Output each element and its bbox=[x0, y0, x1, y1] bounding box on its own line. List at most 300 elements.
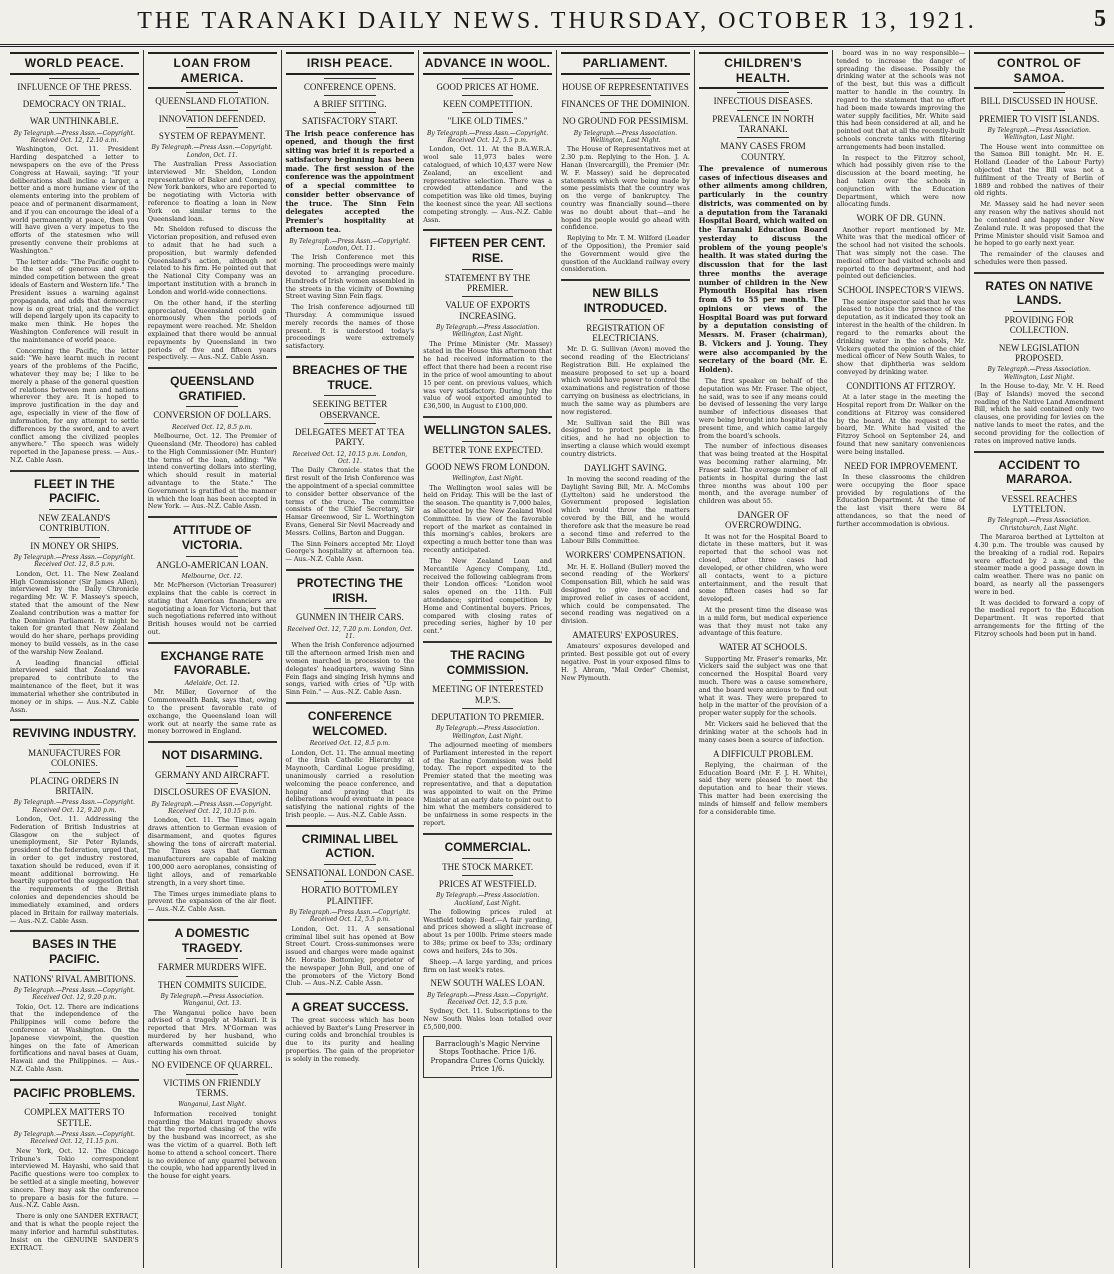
subheading: DAYLIGHT SAVING. bbox=[583, 462, 667, 473]
sub-rule bbox=[462, 95, 514, 96]
article-divider bbox=[148, 642, 277, 644]
subheading: SENSATIONAL LONDON CASE. bbox=[285, 868, 415, 879]
headline: LOAN FROM AMERICA. bbox=[148, 52, 277, 89]
article-divider bbox=[286, 825, 415, 827]
subheading: NATIONS' RIVAL AMBITIONS. bbox=[13, 973, 136, 984]
subheading: BILL DISCUSSED IN HOUSE. bbox=[980, 96, 1098, 107]
body-paragraph: It was decided to forward a copy of the medical report to the Education Department. It was reported that arrangements for the fitting of the Fitzroy schools had been put in hand. bbox=[974, 598, 1104, 638]
sub-rule bbox=[1013, 92, 1065, 93]
body-paragraph: Mr. Sheldon refused to discuss the Victorian proposition, and refused even to admit that he had such a proposition, but warmly defended Queensland's action, although not related to his firm. He pointed out that the National City Company was an important institution with a branch in London and world-wide connections. bbox=[147, 225, 277, 296]
dateline: By Telegraph.—Press Association. Wellington, Last Night. bbox=[987, 366, 1091, 381]
body-paragraph: The first speaker on behalf of the deputation was Mr. Fraser. The object, he said, was to see if any means could be devised of lessening the very large number of infectious diseases that were being brought into hospital at the present time, and which came largely from the board's schools. bbox=[698, 376, 828, 440]
sub-rule bbox=[324, 864, 376, 865]
body-paragraph: Mr. McPherson (Victorian Treasurer) explains that the cable is correct in stating that American financiers are negotiating a loan for Victoria, but that such negotiations referred into without British houses would not be carried out. bbox=[147, 581, 277, 637]
article bbox=[423, 236, 552, 411]
article bbox=[423, 52, 552, 224]
article-divider bbox=[10, 1079, 139, 1081]
headline: PROTECTING THE IRISH. bbox=[296, 576, 403, 605]
body-paragraph: London, Oct. 11. At the B.A.W.R.A. wool sale 11,973 bales were catalogued, of which 10,437 were New Zealand, an excellent and representative selection. There was a crowded attendance and the competition was like old times, buying the keenest since the year. All sections competing strongly. — Aus.-N.Z. Cable Assn. bbox=[423, 145, 552, 224]
subheading: A BRIEF SITTING. bbox=[313, 98, 387, 109]
body-paragraph: The following prices ruled at Westfield today: Beef.—A fair yarding, and prices showed a slight increase of about 1s per 100lb. Prime steers made to 38s; prime ox beef to 33s; ordinary cows and heifers, 24s to 30s. bbox=[423, 907, 552, 955]
column-2 bbox=[144, 50, 282, 1268]
article-divider bbox=[10, 470, 139, 472]
body-paragraph: London, Oct. 11. The annual meeting of the Irish Catholic Hierarchy at Maynooth, Cardinal Logue presiding, unanimously carried a resolution welcoming the peace conference, and hoping and praying that its deliberations would eventuate in peace satisfying the national rights of the Irish people. — Aus.-N.Z. Cable Assn. bbox=[285, 748, 415, 819]
article bbox=[837, 285, 966, 376]
sub-rule bbox=[1013, 490, 1065, 491]
body-paragraph: The Times urges immediate plans to prevent the expansion of the air fleet. — Aus.-N.Z. Cable Assn. bbox=[147, 889, 277, 914]
body-paragraph: Melbourne, Oct. 12. The Premier of Queensland (Mr. Theodore) has cabled to the High Commissioner (Mr. Hunter) the terms of the loan, adding: "We intend converting dollars into sterling, which should result in material advantage to the State." The Government is gratified at the manner in which the loan has been accepted in New York. — Aus.-N.Z. Cable Assn. bbox=[147, 432, 277, 511]
column-7 bbox=[833, 50, 971, 1268]
subheading: PRICES AT WESTFIELD. bbox=[438, 878, 537, 889]
article bbox=[10, 52, 139, 465]
article bbox=[837, 461, 966, 529]
body-paragraph: In moving the second reading of the Daylight Saving Bill, Mr. A. McCombs (Lyttelton) said he understood the Government proposed legislation which would throw the matters covered by the Bill, and he would therefore ask that the measure be read a second time and referred to the Labour Bills Committee. bbox=[561, 474, 690, 546]
article bbox=[561, 52, 690, 274]
sub-rule bbox=[49, 78, 101, 79]
article bbox=[423, 648, 552, 828]
article bbox=[148, 523, 277, 637]
subheading: DELEGATES MEET AT TEA PARTY. bbox=[295, 426, 405, 448]
article bbox=[423, 423, 552, 636]
dateline: By Telegraph.—Press Assn.—Copyright. London, Oct. 11. bbox=[289, 237, 411, 252]
dateline: By Telegraph.—Press Association. Wellington, Last Night. bbox=[987, 126, 1091, 142]
body-paragraph: Amateurs' exposures developed and printed. Best possible got out of every negative. Post in your exposed films to H. J. Abram, "Mail Order" Chemist, New Plymouth. bbox=[561, 642, 690, 682]
subheading: INNOVATION DEFENDED. bbox=[158, 113, 266, 124]
subheading: WATER AT SCHOOLS. bbox=[719, 642, 808, 653]
sub-rule bbox=[462, 708, 514, 709]
subheading: NO GROUND FOR PESSIMISM. bbox=[562, 116, 689, 127]
body-paragraph: The House of Representatives met at 2.30 p.m. Replying to the Hon. J. A. Hanan (Invercargill), the Premier (Mr. W. F. Massey) said he deprecated statements which were being made by some pessimists that the country was on the verge of bankruptcy. The country was financially sound—there was no doubt about that—and he hoped its people would go ahead with confidence. bbox=[561, 145, 690, 232]
headline: FIFTEEN PER CENT. RISE. bbox=[429, 236, 546, 266]
article bbox=[148, 926, 277, 1056]
dateline: By Telegraph.—Press Assn.—Copyright. Received Oct. 12, 8.5 p.m. bbox=[13, 554, 135, 569]
article bbox=[286, 576, 415, 697]
article bbox=[974, 279, 1104, 446]
dateline: By Telegraph.—Press Association. Wellington, Last Night. bbox=[435, 324, 540, 339]
sub-rule bbox=[737, 137, 789, 138]
subheading: NO EVIDENCE OF QUARREL. bbox=[151, 1060, 273, 1071]
newspaper-page bbox=[6, 50, 1108, 1268]
body-paragraph: The senior inspector said that he was pleased to notice the presence of the deputation, as it indicated they took an interest in the health of the children. In regard to the remarks about the drinking water in the schools, Mr. Vickers quoted the opinion of the chief medical officer of New South Wales, to show that diphtheria was seldom conveyed by drinking water. bbox=[836, 297, 966, 376]
subheading: STATEMENT BY THE PREMIER. bbox=[444, 272, 531, 293]
body-paragraph: Washington, Oct. 11. President Harding despatched a letter to newspapers on the eve of the Press Congress at Hawaii, saying: "If your deliberations shall incline a larger, a better and a more humane view of the elements entering into the problem of peace and of permanent disarmament, and if you can encourage the ideal of a world permanently at peace, then you will have given a very impetus to the efforts of the statesmen who will presently convene their problems at Washington." bbox=[10, 145, 139, 255]
subheading: HORATIO BOTTOMLEY PLAINTIFF. bbox=[301, 885, 399, 906]
subheading: REGISTRATION OF ELECTRICIANS. bbox=[586, 322, 665, 343]
subheading: DEMOCRACY ON TRIAL. bbox=[22, 98, 126, 109]
dateline: Adelaide, Oct. 12. bbox=[184, 680, 240, 688]
sub-rule bbox=[186, 556, 238, 557]
column-8 bbox=[970, 50, 1108, 1268]
subheading: CONDITIONS AT FITZROY. bbox=[846, 380, 956, 391]
body-paragraph: The Irish conference adjourned till Thursday. A communique issued merely records the names of those present. It is understood today's proceedings were extremely satisfactory. bbox=[285, 303, 415, 351]
sub-rule bbox=[324, 78, 376, 79]
dateline: Received Oct. 12, 8.5 p.m. bbox=[309, 740, 391, 748]
article bbox=[837, 381, 966, 457]
sub-rule bbox=[600, 319, 652, 320]
body-paragraph: Sydney, Oct. 11. Subscriptions to the New South Wales loan totalled over £5,500,000. bbox=[423, 1007, 552, 1031]
sub-rule bbox=[600, 95, 652, 96]
article-divider bbox=[423, 416, 552, 418]
article bbox=[699, 52, 828, 506]
subheading: VICTIMS ON FRIENDLY TERMS. bbox=[163, 1077, 262, 1099]
subheading: PREMIER TO VISIT ISLANDS. bbox=[978, 113, 1100, 124]
body-paragraph: The Australian Press Association interviewed Mr. Sheldon, London representative of Baker and Company, New York bankers, who are reported to be negotiating with Victoria with reference to floating a loan in New York on similar terms to the Queensland loan. bbox=[147, 159, 277, 223]
subheading: SEEKING BETTER OBSERVANCE. bbox=[312, 399, 388, 420]
article bbox=[561, 463, 690, 547]
sub-rule bbox=[462, 112, 514, 113]
body-paragraph: The Mararoa berthed at Lyttelton at 4.30 p.m. The trouble was caused by the breaking of a radial rod. Repairs were effected by 2 a.m., and the steamer made a good passage down in calm weather. There was no panic on board, as nearly all the passengers were in bed. bbox=[974, 533, 1104, 596]
subheading: DANGER OF OVERCROWDING. bbox=[725, 509, 802, 531]
dateline: By Telegraph.—Press Assn.—Copyright. Received Oct. 12, 5.5 p.m. bbox=[427, 129, 549, 144]
body-paragraph: In respect to the Fitzroy school, which had possibly given rise to the discussion at the board meeting, he had taken over the schools in conjunction with the Education Department, which were now allocating funds. bbox=[836, 153, 966, 209]
body-paragraph: The New Zealand Loan and Mercantile Agency Company, Ltd., received the following cablegram from their London offices: "London wool sales opened on the 11th. Full attendance; spirited competition by Home and Continental buyers. Prices, compared with closing rates of preceding series, higher by 10 per cent." bbox=[423, 556, 552, 636]
sub-rule bbox=[49, 772, 101, 773]
dateline: Wanganui, Last Night. bbox=[178, 1101, 247, 1109]
article bbox=[10, 726, 139, 925]
headline: EXCHANGE RATE FAVORABLE. bbox=[160, 648, 264, 678]
body-paragraph: The Irish Conference met this morning. The proceedings were mainly devoted to arranging procedure. Hundreds of Irish women assembled in the streets in the vicinity of Downing Street waving Sinn Fein flags. bbox=[285, 253, 415, 301]
body-paragraph: The adjourned meeting of members of Parliament interested in the report of the Racing Commission was held today. The report expedited to the Premier stated that the meeting was representative, and that a deputation was appointed to wait on the Prime Minister at an early date to point out to him what the members considered to be unfairness in some respects in the report. bbox=[423, 740, 552, 828]
sub-rule bbox=[324, 881, 376, 882]
article-divider bbox=[10, 719, 139, 721]
subheading: GOOD PRICES AT HOME. bbox=[436, 81, 539, 92]
article bbox=[148, 52, 277, 362]
article-divider bbox=[286, 702, 415, 704]
body-paragraph: London, Oct. 11. The New Zealand High Commissioner (Sir James Allen), interviewed by the Daily Chronicle regarding Mr. W. F. Massey's speech, stated that the amount of the New Zealand contribution was a matter for the Dominion Parliament. It might be taken for granted that New Zealand would do her share, perhaps providing money to build vessels, as in the case of the warship New Zealand. bbox=[10, 569, 139, 656]
article bbox=[561, 286, 690, 458]
sub-rule bbox=[462, 296, 514, 297]
subheading: INFLUENCE OF THE PRESS. bbox=[17, 81, 132, 92]
body-paragraph: On the other hand, if the sterling appreciated, Queensland could gain enormously when the periods of repayment were reached. Mr. Sheldon explained that there would be annual repayments by Queensland in two periods of five and fifteen years respectively. — Aus.-N.Z. Cable Assn. bbox=[147, 298, 277, 362]
body-paragraph: Mr. H. E. Holland (Buller) moved the second reading of the Workers' Compensation Bill, which he said was designed to give increased and improved relief in cases of accident, which could be compensated. The second reading was negatived on a division. bbox=[561, 562, 690, 626]
body-paragraph: In these classrooms the children were occupying the floor space provided by regulations of the Education Department. At the time of the last visit there were 84 attendances, so that the need of further accommodation is obvious. bbox=[836, 472, 966, 528]
article bbox=[286, 709, 415, 820]
sub-rule bbox=[49, 744, 101, 745]
subheading: DEPUTATION TO PREMIER. bbox=[431, 711, 544, 722]
article bbox=[148, 1060, 277, 1181]
body-paragraph: The great success which has been achieved by Baxter's Lung Preserver in curing colds and bronchial troubles is due to its purity and healing properties. The gain of the proprietor is solely in the remedy. bbox=[285, 1015, 415, 1063]
subheading: GERMANY AND AIRCRAFT. bbox=[154, 769, 270, 780]
body-paragraph: Replying, the chairman of the Education Board (Mr. F. J. H. White), said they were pleased to meet the deputation and to hear their views. This matter had been exercising the minds of himself and fellow members for a considerable time. bbox=[698, 760, 828, 816]
body-paragraph: London, Oct. 11. Addressing the Federation of British Industries at Glasgow on the subject of unemployment, Sir Peter Rylands, president of the federation, urged that, in order to get industry restored, taxation should be reduced, even if it meant additional borrowing. He heartily supported the suggestion that the requirements of the British colonies and dependencies should be immediately examined, and orders placed in Britain for railway materials. — Aus.-N.Z. Cable Assn. bbox=[10, 814, 139, 925]
headline: WELLINGTON SALES. bbox=[424, 422, 552, 437]
body-paragraph: When the Irish Conference adjourned till the afternoon armed Irish men and women marched in procession to the delegates' headquarters, waving Sinn Fein flags and singing Irish hymns and songs, varied with cries of "Up with Sinn Fein." — Aus.-N.Z. Cable Assn. bbox=[285, 641, 415, 697]
headline: CONFERENCE WELCOMED. bbox=[307, 708, 392, 738]
body-paragraph: Concerning the Pacific, the letter said: "We have learnt much in recent years of the problems of the Pacific, whatever they may be; I like to be merely a phase of the general question of relations between men and nations wherever they are. It is hoped to improve justification in the day and age, especially in view of the flow of information, for any attempt to settle differences by the sword, and to avert conflict among the civilized peoples anywhere." The speech was widely reported in the Japanese press. — Aus.-N.Z. Cable Assn. bbox=[10, 346, 139, 464]
lead-paragraph: The Irish peace conference has opened, and though the first sitting was brief it is reported a satisfactory beginning has been made. The first session of the conference was the appointment of a special committee to consider better observance of the truce. The Sinn Fein delegates accepted the Premier's hospitality at afternoon tea. bbox=[285, 128, 415, 234]
sub-rule bbox=[324, 95, 376, 96]
headline: PACIFIC PROBLEMS. bbox=[13, 1085, 136, 1100]
headline: CHILDREN'S HEALTH. bbox=[699, 52, 828, 89]
article bbox=[286, 52, 415, 351]
dateline: Received Oct. 12, 10.15 p.m. London, Oct. 11. bbox=[292, 450, 408, 465]
body-paragraph: London, Oct. 11. A sensational criminal libel suit has opened at Bow Street Court. Cross-summonses were issued and charges were made against Mr. Horatio Bottomley, proprietor of the newspaper John Bull, and one of the promoters of the Victory Bond Club. — Aus.-N.Z. Cable Assn. bbox=[285, 924, 415, 988]
sub-rule bbox=[186, 92, 238, 93]
dateline: By Telegraph.—Press Assn.—Copyright. Received Oct. 12, 11.15 p.m. bbox=[13, 1131, 135, 1146]
sub-rule bbox=[1013, 110, 1065, 111]
subheading: PROVIDING FOR COLLECTION. bbox=[1004, 315, 1074, 336]
body-paragraph: Mr. Miller, Governor of the Commonwealth Bank, says that, owing to the present favorable rate of exchange, the Queensland loan will work out at nearly the same rate as money borrowed in England. bbox=[147, 688, 277, 736]
body-paragraph: The number of infectious diseases that was being treated at the Hospital was becoming rather alarming, Mr. Fraser said. The average number of all patients in hospital during the last three months was about 100 per month, and the average number of children was about 55. bbox=[698, 442, 828, 506]
subheading: KEEN COMPETITION. bbox=[442, 98, 533, 109]
article bbox=[148, 748, 277, 914]
sub-rule bbox=[737, 92, 789, 93]
sub-rule bbox=[186, 127, 238, 128]
subheading: NEW LEGISLATION PROPOSED. bbox=[998, 342, 1080, 364]
subheading: THE STOCK MARKET. bbox=[442, 861, 534, 872]
headline: REVIVING INDUSTRY. bbox=[12, 726, 137, 741]
sub-rule bbox=[600, 112, 652, 113]
subheading: GUNMEN IN THEIR CARS. bbox=[295, 612, 404, 623]
column-3 bbox=[282, 50, 420, 1268]
subheading: COMPLEX MATTERS TO SETTLE. bbox=[24, 1107, 125, 1128]
subheading: QUEENSLAND FLOTATION. bbox=[155, 96, 270, 107]
subheading: MANY CASES FROM COUNTRY. bbox=[720, 141, 806, 162]
dateline: Wellington, Last Night. bbox=[452, 475, 523, 483]
column-5 bbox=[557, 50, 695, 1268]
dateline: By Telegraph.—Press Association. Christchurch, Last Night. bbox=[987, 517, 1091, 532]
dateline: By Telegraph.—Press Assn.—Copyright. Received Oct. 12, 5.5 p.m. bbox=[289, 909, 411, 924]
dateline: Received Oct. 12, 8.5 p.m. bbox=[171, 423, 253, 431]
subheading: IN MONEY OR SHIPS. bbox=[30, 540, 119, 551]
body-paragraph: It was not for the Hospital Board to dictate in these matters, but it was reported that the school was not closed, after three cases had developed, or other children, who were all contacts, went to a picture entertainment, and the result that some fifteen cases had so far developed. bbox=[698, 532, 828, 604]
dateline: By Telegraph.—Press Assn.—Copyright. London, Oct. 11. bbox=[151, 144, 273, 159]
body-paragraph: Mr. D. G. Sullivan (Avon) moved the second reading of the Electricians' Registration Bill. He explained the measure proposed to set up a board which would have power to control the examinations and registration of those carrying on business as electricians, in much the same way as plumbers are now registered. bbox=[561, 345, 690, 416]
headline: NEW BILLS INTRODUCED. bbox=[583, 286, 668, 315]
sub-rule bbox=[324, 608, 376, 609]
sub-rule bbox=[49, 537, 101, 538]
body-paragraph: Tokio, Oct. 12. There are indications that the independence of the Philippines will come before the conference at Washington. On the Japanese viewpoint, the question hinges on the fate of American fortifications and naval bases at Guam, Hawaii and the Philippines. — Aus.-N.Z. Cable Assn. bbox=[10, 1002, 139, 1074]
dateline: Received Oct. 12, 7.20 p.m. London, Oct. 11. bbox=[287, 625, 413, 640]
subheading: PREVALENCE IN NORTH TARANAKI. bbox=[712, 113, 815, 134]
dateline: Melbourne, Oct. 12. bbox=[181, 572, 243, 580]
article bbox=[699, 510, 828, 638]
dateline: By Telegraph.—Press Association. Wellington, Last Night. bbox=[435, 725, 540, 740]
article bbox=[699, 749, 828, 817]
dateline: By Telegraph.—Press Assn.—Copyright. Received Oct. 12, 12.10 a.m. bbox=[13, 129, 135, 144]
body-paragraph: Supporting Mr. Fraser's remarks, Mr. Vickers said the subject was one that concerned the Hospital Board very much. There was a cause somewhere, and the board were anxious to find out what it was. They were prepared to help in the matter of the provision of a proper water supply for the schools. bbox=[698, 654, 828, 718]
sub-rule bbox=[186, 406, 238, 407]
dateline: By Telegraph.—Press Assn.—Copyright. Received Oct. 12, 10.15 p.m. bbox=[151, 800, 273, 815]
body-paragraph: Mr. Vickers said he believed that the drinking water at the schools had in many cases been a source of infection. bbox=[698, 720, 828, 744]
sub-rule bbox=[49, 1103, 101, 1104]
headline: A GREAT SUCCESS. bbox=[291, 1000, 409, 1015]
headline: FLEET IN THE PACIFIC. bbox=[34, 476, 115, 506]
article bbox=[699, 642, 828, 744]
subheading: PLACING ORDERS IN BRITAIN. bbox=[30, 775, 119, 796]
headline: RATES ON NATIVE LANDS. bbox=[985, 278, 1093, 308]
dateline: By Telegraph.—Press Association. Auckland, Last Night. bbox=[435, 892, 540, 907]
sub-rule bbox=[462, 875, 514, 876]
body-paragraph: Information received tonight regarding the Makuri tragedy shows that the reported chasing of the wife by the husband was incorrect, as she was the victim of a quarrel. Both left home to attend a school concert. There is no evidence of any quarrel between the couple, who had apparently lived in the house for eight years. bbox=[147, 1109, 277, 1181]
subheading: VALUE OF EXPORTS INCREASING. bbox=[445, 300, 531, 321]
body-paragraph: board was in no way responsible—tended to increase the danger of spreading the disease. Possibly the drinking water at the schools was not of the best, but this was a difficult matter to handle in the country. In regard to the statement that no effort had been made towards improving the water supply facilities, Mr. White said this had been considered at all, and he pointed out that at all the recently-built schools concrete tanks with filtering arrangements had been installed. bbox=[836, 50, 966, 151]
advertisement: Barraclough's Magic Nervine Stops Toothache. Price 1/6. Propandra Cures Corns Quickly. Price 1/6. bbox=[423, 1036, 552, 1078]
sub-rule bbox=[186, 783, 238, 784]
article-divider bbox=[10, 930, 139, 932]
body-paragraph: The Wanganui police have been advised of a tragedy at Makuri. It is reported that Mrs. M'Gorman was murdered by her husband, who afterwards committed suicide by cutting his own throat. bbox=[147, 1008, 277, 1056]
subheading: VESSEL REACHES LYTTELTON. bbox=[1001, 493, 1078, 515]
sub-rule bbox=[49, 970, 101, 971]
subheading: FARMER MURDERS WIFE. bbox=[157, 962, 267, 973]
sub-rule bbox=[324, 423, 376, 424]
article-divider bbox=[974, 272, 1104, 274]
article bbox=[286, 832, 415, 988]
article-divider bbox=[423, 833, 552, 835]
body-paragraph: New York, Oct. 12. The Chicago Tribune's Tokio correspondent interviewed M. Hayashi, who said that Pacific questions were too complex to be settled at a single meeting, however sincere. They may ask the conference to prepare a basis for the future. — Aus.-N.Z. Cable Assn. bbox=[10, 1146, 139, 1210]
subheading: A DIFFICULT PROBLEM. bbox=[712, 748, 814, 759]
article bbox=[974, 458, 1104, 639]
subheading: WORKERS' COMPENSATION. bbox=[565, 550, 686, 561]
article-divider bbox=[974, 451, 1104, 453]
headline: ATTITUDE OF VICTORIA. bbox=[172, 523, 252, 552]
sub-rule bbox=[462, 858, 514, 859]
subheading: SATISFACTORY START. bbox=[302, 116, 398, 127]
article-divider bbox=[286, 993, 415, 995]
page-number: 5 bbox=[1094, 6, 1106, 32]
subheading: CONVERSION OF DOLLARS. bbox=[153, 410, 271, 421]
body-paragraph: Mr. Massey said he had never seen any reason why the natives should not be contented and happy under New Zealand rule. It was proposed that the Prime Minister should visit Samoa and he hoped to go early next year. bbox=[974, 200, 1104, 248]
subheading: CONFERENCE OPENS. bbox=[303, 81, 396, 92]
headline: NOT DISARMING. bbox=[161, 748, 263, 763]
body-paragraph: The remainder of the clauses and schedules were then passed. bbox=[974, 250, 1104, 266]
sub-rule bbox=[462, 78, 514, 79]
article bbox=[286, 1000, 415, 1064]
headline: A DOMESTIC TRAGEDY. bbox=[174, 925, 250, 955]
sub-rule bbox=[462, 680, 514, 681]
sub-rule bbox=[49, 509, 101, 510]
article bbox=[10, 937, 139, 1074]
subheading: INFECTIOUS DISEASES. bbox=[713, 96, 813, 107]
body-paragraph: London, Oct. 11. The Times again draws attention to German evasion of disarmament, and quotes figures showing the tons of aircraft material. The Times says that German manufacturers are capable of making 100,000 aero aeroplanes, consisting of light alloys, and of remarkable strength, in a very short time. bbox=[147, 816, 277, 887]
article bbox=[148, 649, 277, 736]
body-paragraph: Another report mentioned by Mr. White was that the medical officer of the school had not visited the schools. That was simply not the case. The medical officer had visited schools and reported to the department, and had pointed out deficiencies. bbox=[836, 225, 966, 281]
sub-rule bbox=[186, 766, 238, 767]
article-divider bbox=[148, 741, 277, 743]
headline: ACCIDENT TO MARAROA. bbox=[998, 457, 1081, 487]
headline: WORLD PEACE. bbox=[10, 52, 139, 75]
sub-rule bbox=[49, 95, 101, 96]
subheading: NEW SOUTH WALES LOAN. bbox=[430, 978, 545, 989]
article-divider bbox=[286, 356, 415, 358]
body-paragraph: The letter adds: "The Pacific ought to be the seat of generous and open-minded competition between the great ideals of Eastern and Western life." The President issues a warning against propaganda, and adds that democracy now is on great trial, and the verdict will depend largely upon its capacity to make men think. He hopes the Washington Conference will result in the maintenance of world peace. bbox=[10, 257, 139, 344]
headline: PARLIAMENT. bbox=[561, 52, 690, 75]
sub-rule bbox=[737, 110, 789, 111]
lead-paragraph: The prevalence of numerous cases of infectious diseases and other ailments among children, particularly in the country districts, was commented on by a deputation from the Taranaki Hospital Board, which waited on the Taranaki Education Board yesterday to discuss the problem of the young people's health. It was stated during the discussion that for the last three months the average number of children in the New Plymouth Hospital has risen from 45 to 55 per month. The opinions or views of the Hospital Board was put forward by a deputation consisting of Messrs. M. Fraser (chairman), B. Vickers and J. Young. They were also accompanied by the secretary of the board (Mr. E. Holden). bbox=[698, 163, 828, 375]
sub-rule bbox=[49, 112, 101, 113]
body-paragraph: The Wellington wool sales will be held on Friday. This will be the last of the season. The quantity is 7,000 bales, as allocated by the New Zealand Wool Committee. In view of the favorable report of the market as contained in this morning's cables, brokers are expecting a much better tone than was recently anticipated. bbox=[423, 483, 552, 555]
body-paragraph: There is only one SANDER EXTRACT, and that is what the people reject the many inferior and harmful substitutes. Insist on the GENUINE SANDER'S EXTRACT. bbox=[10, 1212, 139, 1252]
sub-rule bbox=[462, 269, 514, 270]
sub-rule bbox=[324, 395, 376, 396]
subheading: DISCLOSURES OF EVASION. bbox=[153, 787, 271, 798]
sub-rule bbox=[462, 458, 514, 459]
article bbox=[561, 630, 690, 682]
body-paragraph: Sheep.—A large yarding, and prices firm on last week's rates. bbox=[423, 957, 552, 974]
body-paragraph: Mr. Sullivan said the Bill was designed to protect people in the cities, and he had no objection to inserting a clause which would exempt country districts. bbox=[561, 418, 690, 458]
subheading: "LIKE OLD TIMES." bbox=[447, 116, 528, 127]
subheading: HOUSE OF REPRESENTATIVES bbox=[561, 81, 689, 92]
sub-rule bbox=[1013, 311, 1065, 312]
dateline: By Telegraph.—Press Association. Wellington, Last Night. bbox=[573, 129, 678, 144]
dateline: By Telegraph.—Press Assn.—Copyright. Received Oct. 12, 5.5 p.m. bbox=[427, 991, 549, 1006]
dateline: By Telegraph.—Press Assn.—Copyright. Received Oct. 12, 9.20 p.m. bbox=[13, 799, 135, 814]
subheading: FINANCES OF THE DOMINION. bbox=[561, 98, 690, 109]
subheading: BETTER TONE EXPECTED. bbox=[432, 444, 543, 455]
column-6 bbox=[695, 50, 833, 1268]
body-paragraph: In the House to-day, Mr. V. H. Reed (Bay of Islands) moved the second reading of the Native Land Amendment Bill, which he said contained only two clauses, one providing for levies on the native lands to meet the rates, and the second providing for the collection of rates on improved native lands. bbox=[974, 382, 1104, 445]
body-paragraph: The Sinn Feiners accepted Mr. Lloyd George's hospitality at afternoon tea. — Aus.-N.Z. Cable Assn. bbox=[285, 539, 415, 564]
body-paragraph: Replying to Mr. T. M. Wilford (Leader of the Opposition), the Premier said the Government would give the question of the Auckland railway every consideration. bbox=[561, 234, 690, 274]
headline: CONTROL OF SAMOA. bbox=[974, 52, 1104, 89]
body-paragraph: At the present time the disease was in a mild form, but medical experience was that they must not take any advantage of this feature. bbox=[698, 605, 828, 638]
subheading: MANUFACTURES FOR COLONIES. bbox=[28, 747, 121, 769]
subheading: SCHOOL INSPECTOR'S VIEWS. bbox=[837, 285, 964, 296]
body-paragraph: At a later stage in the meeting the Hospital report from Dr. Walker on the conditions at Fitzroy was considered by the board. At the request of the board, Mr. White had visited the Fitzroy School on September 24, and found that new sanitary conveniences were being installed. bbox=[836, 393, 966, 456]
headline: THE RACING COMMISSION. bbox=[446, 648, 529, 677]
sub-rule bbox=[186, 110, 238, 111]
article-divider bbox=[148, 516, 277, 518]
article bbox=[974, 52, 1104, 267]
article bbox=[561, 550, 690, 626]
article-divider bbox=[423, 641, 552, 643]
headline: BASES IN THE PACIFIC. bbox=[32, 937, 117, 966]
article bbox=[837, 50, 966, 209]
column-4 bbox=[419, 50, 557, 1268]
sub-rule bbox=[462, 441, 514, 442]
article-divider bbox=[423, 229, 552, 231]
subheading: THEN COMMITS SUICIDE. bbox=[157, 979, 267, 990]
sub-rule bbox=[186, 958, 238, 959]
body-paragraph: The House went into committee on the Samoa Bill tonight. Mr. H. E. Holland (Leader of the Labour Party) objected that the Bill was not a fulfilment of the Treaty of Berlin of 1889 and robbed the natives of their old rights. bbox=[974, 142, 1104, 198]
headline: COMMERCIAL. bbox=[444, 839, 531, 854]
subheading: GOOD NEWS FROM LONDON. bbox=[425, 461, 550, 472]
sub-rule bbox=[186, 976, 238, 977]
subheading: WORK OF DR. GUNN. bbox=[856, 213, 946, 224]
subheading: ANGLO-AMERICAN LOAN. bbox=[156, 559, 269, 570]
headline: ADVANCE IN WOOL. bbox=[423, 52, 552, 75]
article bbox=[423, 978, 552, 1031]
sub-rule bbox=[600, 78, 652, 79]
article-divider bbox=[286, 569, 415, 571]
article bbox=[286, 363, 415, 564]
headline: IRISH PEACE. bbox=[286, 52, 415, 75]
headline: CRIMINAL LIBEL ACTION. bbox=[301, 831, 399, 861]
sub-rule bbox=[324, 112, 376, 113]
sub-rule bbox=[186, 1074, 238, 1075]
article-divider bbox=[561, 279, 690, 281]
body-paragraph: The Prime Minister (Mr. Massey) stated in the House this afternoon that he had received information to the effect that there had been a recent rise in the price of wool amounting to about 15 per cent. on previous values, which was very satisfactory. During July the value of wool exported amounted to £36,500, in August to £100,000. bbox=[423, 339, 552, 411]
subheading: WAR UNTHINKABLE. bbox=[29, 116, 119, 127]
body-paragraph: A leading financial official interviewed said that Zealand was prepared to contribute to the maintenance of the fleet, but it was immaterial whether she contributed in money or in ships. — Aus.-N.Z. Cable Assn. bbox=[10, 658, 139, 714]
headline: QUEENSLAND GRATIFIED. bbox=[170, 374, 255, 403]
article bbox=[423, 840, 552, 974]
subheading: NEW ZEALAND'S CONTRIBUTION. bbox=[38, 513, 111, 534]
article bbox=[148, 374, 277, 511]
article bbox=[10, 477, 139, 715]
subheading: NEED FOR IMPROVEMENT. bbox=[844, 460, 958, 471]
article-divider bbox=[148, 367, 277, 369]
dateline: By Telegraph.—Press Association. Wanganui, Oct. 13. bbox=[160, 992, 264, 1008]
article bbox=[837, 213, 966, 281]
headline: BREACHES OF THE TRUCE. bbox=[292, 363, 408, 392]
article bbox=[10, 1086, 139, 1253]
body-paragraph: The Daily Chronicle states that the first result of the Irish Conference was the appointment of a special committee to consider better observance of the terms of the truce. The committee consists of the Chief Secretary, Sir Hamar Greenwood, Sir L. Worthington Evans, General Sir Nevil Macready and Messrs. Collins, Barton and Duggan. bbox=[285, 466, 415, 537]
article-divider bbox=[148, 919, 277, 921]
subheading: SYSTEM OF REPAYMENT. bbox=[158, 130, 266, 141]
subheading: AMATEURS' EXPOSURES. bbox=[572, 630, 679, 641]
subheading: MEETING OF INTERESTED M.P.'S. bbox=[432, 684, 544, 705]
